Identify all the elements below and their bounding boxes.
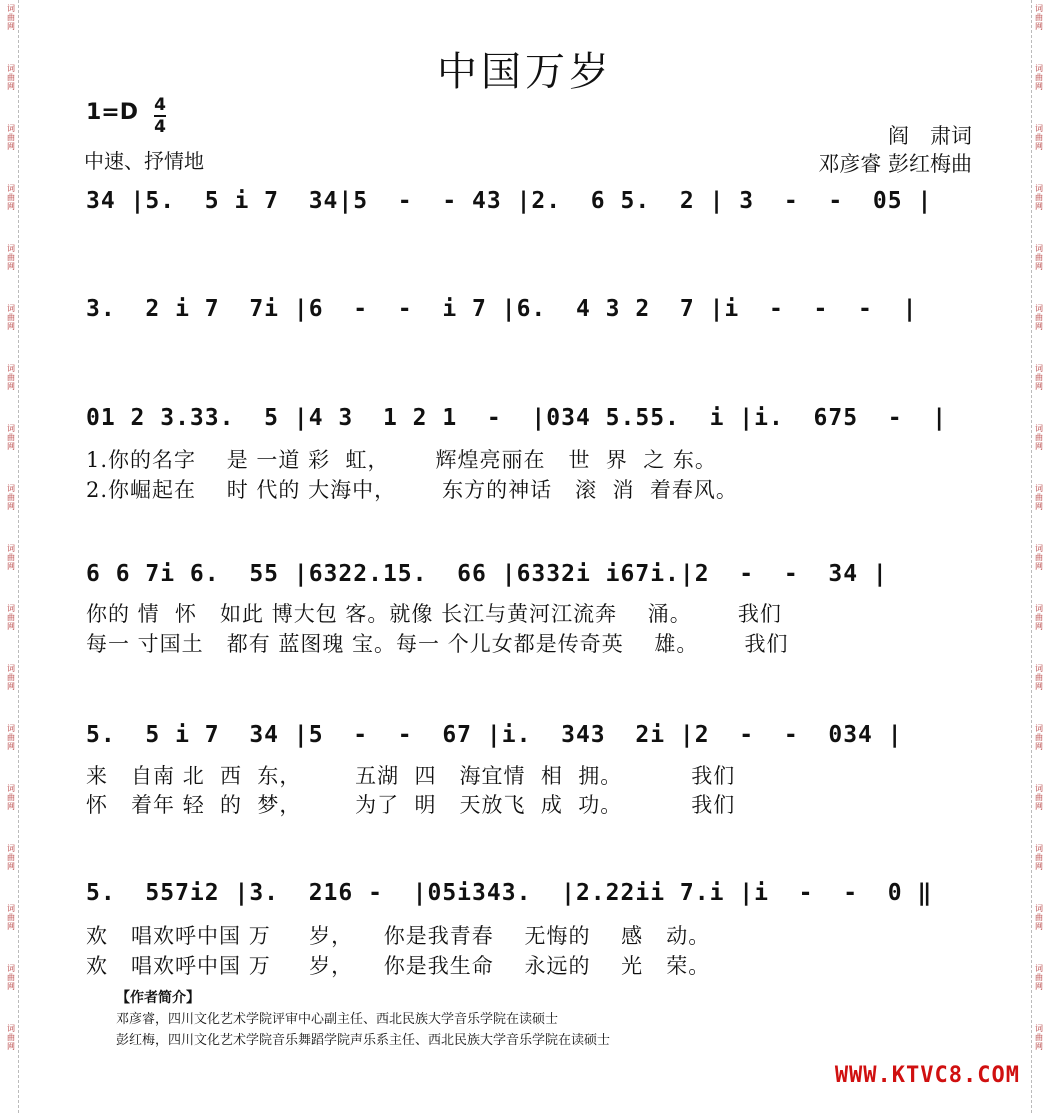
margin-stamp: 词 曲 网 bbox=[7, 304, 15, 331]
margin-stamp: 词 曲 网 bbox=[1035, 484, 1043, 511]
lyric-line-4-1: 你的 情 怀 如此 博大包 客。就像 长江与黄河江流奔 涌。 我们 bbox=[86, 602, 782, 626]
margin-stamp: 词 曲 网 bbox=[1035, 784, 1043, 811]
time-signature bbox=[154, 96, 166, 136]
margin-stamp: 词 曲 网 bbox=[7, 1024, 15, 1051]
margin-stamp: 词 曲 网 bbox=[7, 484, 15, 511]
author-bio-1: 邓彦睿，四川文化艺术学院评审中心副主任、西北民族大学音乐学院在读硕士 bbox=[116, 1012, 559, 1027]
margin-stamp: 词 曲 网 bbox=[7, 244, 15, 271]
notation-system-5: 5. 5 i 7 34 |5 - - 67 |i. 343 2i |2 - - 034 | bbox=[86, 722, 903, 748]
lyric-line-5-2: 怀 着年 轻 的 梦， 为了 明 天放飞 成 功。 我们 bbox=[86, 793, 736, 817]
key-signature: 1=D bbox=[86, 100, 139, 125]
notation-system-1: 34 |5. 5 i 7 34|5 - - 43 |2. 6 5. 2 | 3 - - 05 | bbox=[86, 188, 933, 214]
notation-system-6: 5. 557i2 |3. 216 - |05i343. |2.22ii 7.i |i - - 0 ‖ bbox=[86, 880, 933, 906]
tempo-marking: 中速、抒情地 bbox=[84, 149, 204, 173]
lyric-line-6-1: 欢 唱欢呼中国 万 岁， 你是我青春 无悔的 感 动。 bbox=[86, 924, 711, 948]
margin-stamp: 词 曲 网 bbox=[1035, 604, 1043, 631]
margin-stamp: 词 曲 网 bbox=[1035, 664, 1043, 691]
margin-stamp: 词 曲 网 bbox=[1035, 244, 1043, 271]
margin-stamp: 词 曲 网 bbox=[7, 424, 15, 451]
margin-stamp: 词 曲 网 bbox=[7, 604, 15, 631]
lyricist-credit: 阎 肃词 bbox=[888, 124, 972, 148]
author-intro-heading: 【作者简介】 bbox=[116, 990, 200, 1006]
composer-credit: 邓彦睿 彭红梅曲 bbox=[818, 152, 972, 176]
margin-stamp: 词 曲 网 bbox=[1035, 124, 1043, 151]
margin-stamp: 词 曲 网 bbox=[7, 664, 15, 691]
margin-stamp: 词 曲 网 bbox=[7, 904, 15, 931]
margin-stamp: 词 曲 网 bbox=[7, 964, 15, 991]
margin-stamp: 词 曲 网 bbox=[7, 184, 15, 211]
lyric-line-3-2: 2.你崛起在 时 代的 大海中， 东方的神话 滚 消 着春风。 bbox=[86, 478, 738, 502]
margin-stamp: 词 曲 网 bbox=[1035, 964, 1043, 991]
margin-stamp: 词 曲 网 bbox=[1035, 364, 1043, 391]
lyric-line-4-2: 每一 寸国土 都有 蓝图瑰 宝。每一 个儿女都是传奇英 雄。 我们 bbox=[86, 632, 789, 656]
lyric-line-6-2: 欢 唱欢呼中国 万 岁， 你是我生命 永远的 光 荣。 bbox=[86, 954, 711, 978]
lyric-line-3-1: 1.你的名字 是 一道 彩 虹， 辉煌亮丽在 世 界 之 东。 bbox=[86, 448, 717, 472]
margin-stamp: 词 曲 网 bbox=[1035, 424, 1043, 451]
margin-stamp: 词 曲 网 bbox=[1035, 844, 1043, 871]
margin-stamp: 词 曲 网 bbox=[7, 844, 15, 871]
notation-system-3: 01 2 3.33. 5 |4 3 1 2 1 - |034 5.55. i |i. 675 - | bbox=[86, 405, 948, 431]
right-margin-strip bbox=[1031, 0, 1046, 1113]
margin-stamp: 词 曲 网 bbox=[1035, 4, 1043, 31]
lyric-line-5-1: 来 自南 北 西 东， 五湖 四 海宜情 相 拥。 我们 bbox=[86, 764, 736, 788]
left-margin-strip bbox=[4, 0, 19, 1113]
notation-system-2: 3. 2 i 7 7i |6 - - i 7 |6. 4 3 2 7 |i - - - | bbox=[86, 296, 918, 322]
margin-stamp: 词 曲 网 bbox=[7, 4, 15, 31]
margin-stamp: 词 曲 网 bbox=[1035, 304, 1043, 331]
margin-stamp: 词 曲 网 bbox=[7, 724, 15, 751]
margin-stamp: 词 曲 网 bbox=[1035, 724, 1043, 751]
margin-stamp: 词 曲 网 bbox=[1035, 64, 1043, 91]
margin-stamp: 词 曲 网 bbox=[1035, 904, 1043, 931]
margin-stamp: 词 曲 网 bbox=[7, 364, 15, 391]
time-sig-top: 4 bbox=[154, 95, 166, 115]
time-sig-bottom: 4 bbox=[154, 117, 166, 137]
margin-stamp: 词 曲 网 bbox=[7, 784, 15, 811]
margin-stamp: 词 曲 网 bbox=[1035, 184, 1043, 211]
margin-stamp: 词 曲 网 bbox=[1035, 544, 1043, 571]
author-bio-2: 彭红梅，四川文化艺术学院音乐舞蹈学院声乐系主任、西北民族大学音乐学院在读硕士 bbox=[116, 1033, 611, 1048]
site-watermark: WWW.KTVC8.COM bbox=[834, 1063, 1020, 1088]
song-title: 中国万岁 bbox=[437, 49, 613, 95]
notation-system-4: 6 6 7i 6. 55 |6322.15. 66 |6332i i67i.|2 - - 34 | bbox=[86, 561, 888, 587]
margin-stamp: 词 曲 网 bbox=[1035, 1024, 1043, 1051]
margin-stamp: 词 曲 网 bbox=[7, 124, 15, 151]
margin-stamp: 词 曲 网 bbox=[7, 544, 15, 571]
margin-stamp: 词 曲 网 bbox=[7, 64, 15, 91]
